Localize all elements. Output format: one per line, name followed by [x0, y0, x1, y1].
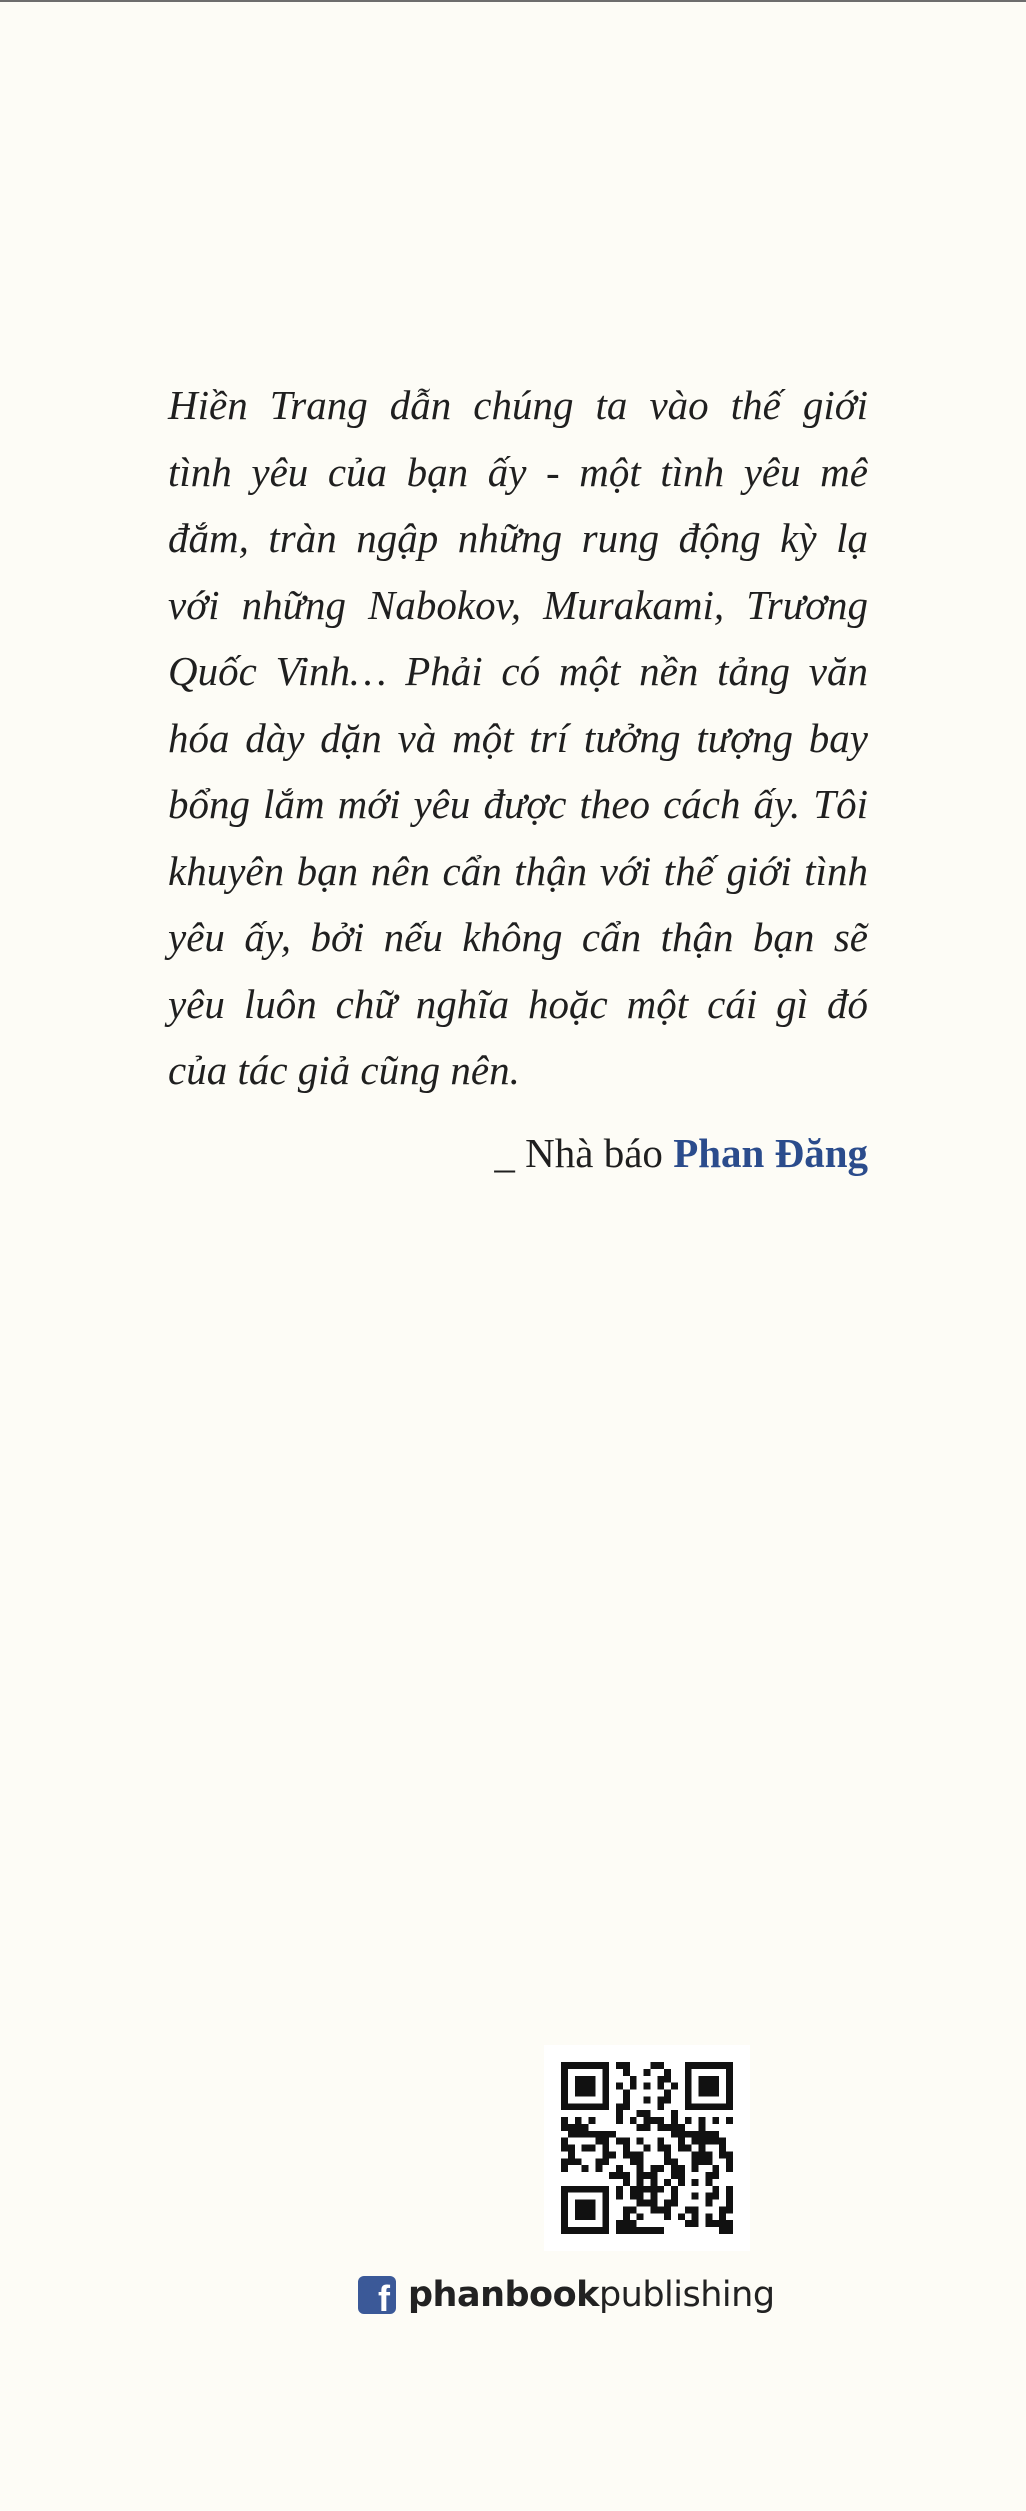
- quote-line: khuyên bạn nên cẩn thận với thế giới tình: [168, 847, 868, 894]
- quote-line: với những Nabokov, Murakami, Trương: [168, 581, 868, 628]
- quote-line: yêu ấy, bởi nếu không cẩn thận bạn sẽ: [168, 914, 868, 960]
- quote-line: đắm, tràn ngập những rung động kỳ lạ: [168, 515, 868, 561]
- qr-code: [544, 2045, 750, 2251]
- publisher-logo: [358, 2271, 775, 2319]
- quote-line: tình yêu của bạn ấy - một tình yêu mê: [168, 448, 868, 495]
- facebook-icon: [358, 2276, 396, 2314]
- attribution-name: Phan Đăng: [673, 1130, 868, 1176]
- top-border-line: [0, 0, 1026, 2]
- publisher-suffix: publishing: [598, 2275, 775, 2315]
- quote-line: của tác giả cũng nên.: [168, 1047, 520, 1093]
- publisher-brand: phanbook: [408, 2275, 599, 2315]
- quote-text: [168, 372, 868, 1104]
- attribution-prefix: _ Nhà báo: [494, 1130, 674, 1176]
- quote-attribution: [494, 1129, 868, 1177]
- quote-line: yêu luôn chữ nghĩa hoặc một cái gì đó: [168, 980, 868, 1027]
- quote-line: bổng lắm mới yêu được theo cách ấy. Tôi: [168, 781, 868, 827]
- qr-code-icon: [561, 2062, 733, 2234]
- quote-line: Quốc Vinh… Phải có một nền tảng văn: [168, 648, 868, 694]
- quote-line: hóa dày dặn và một trí tưởng tượng bay: [168, 714, 868, 761]
- quote-line: Hiền Trang dẫn chúng ta vào thế giới: [168, 382, 868, 428]
